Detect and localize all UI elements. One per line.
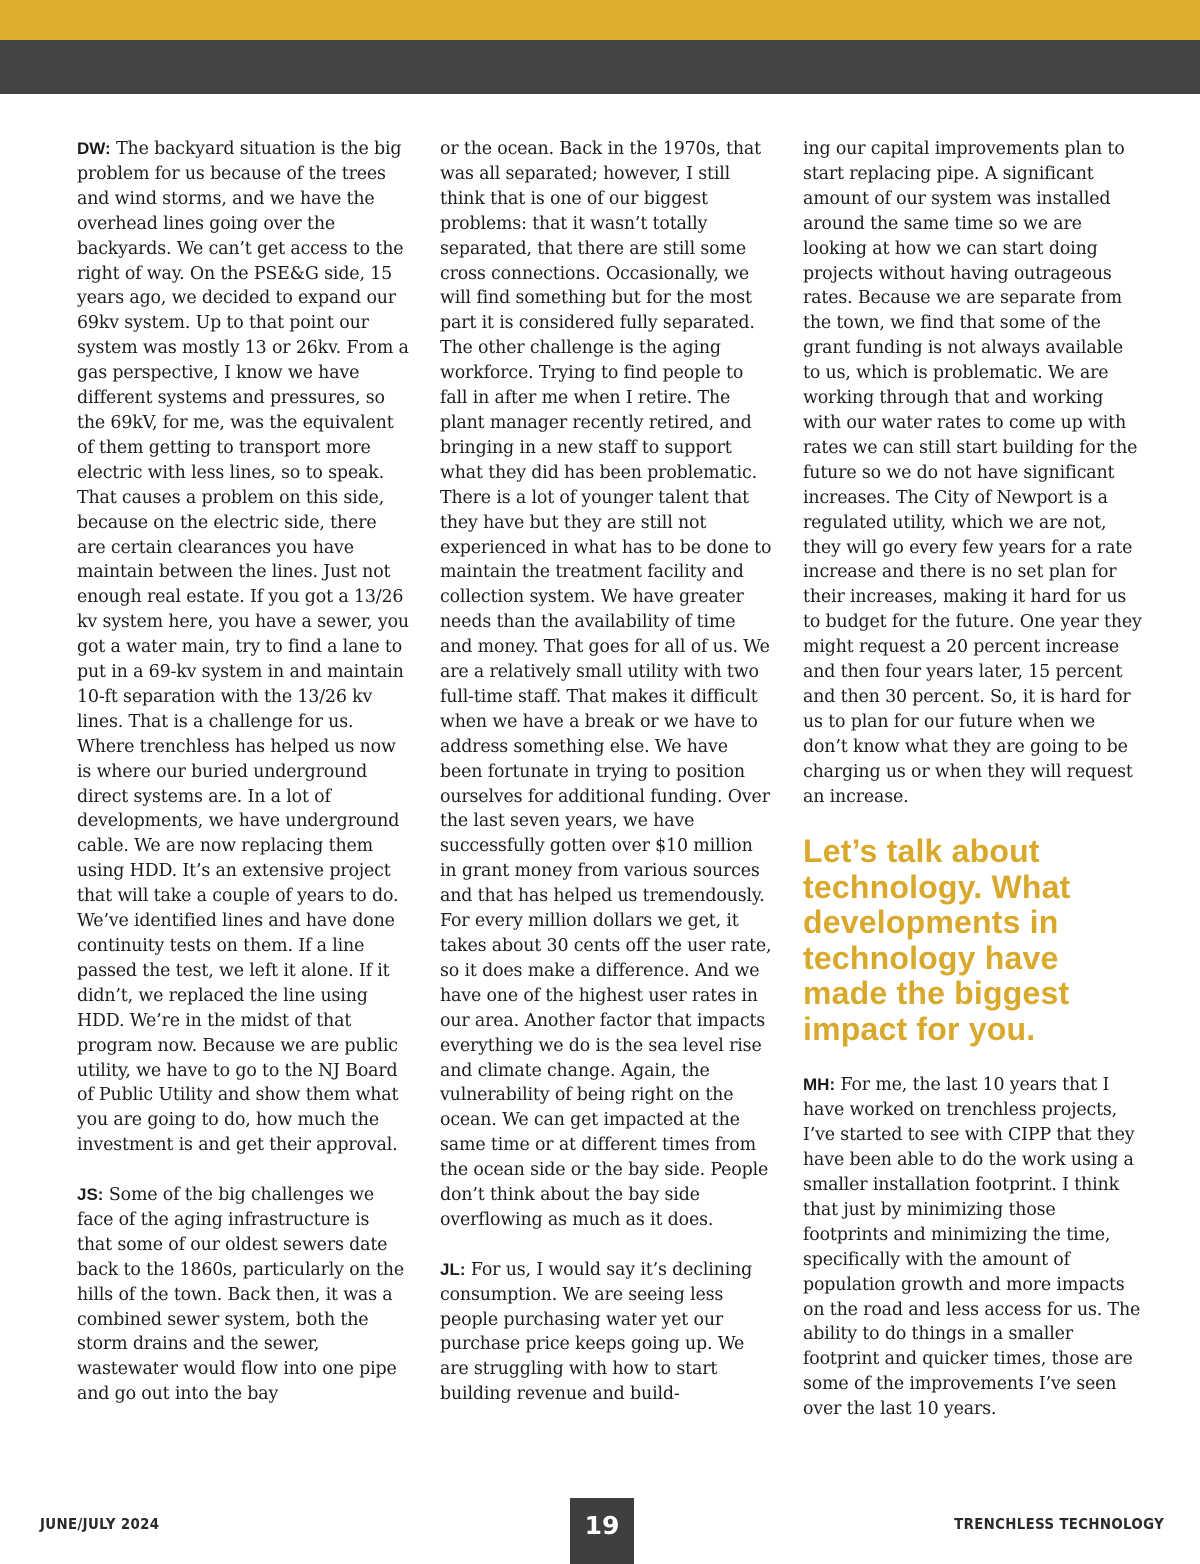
- speaker-label: MH:: [803, 1075, 836, 1095]
- paragraph-text: For me, the last 10 years that I have worked on trenchless projects, I’ve started to see with CIPP that they have been able to do the work using a smaller installation footprint. I think that just by minimizing those footprints and minimizing the time, specifically with the amount of population growth and more impacts on the road and less access for us. The ability to do things in a smaller footprint and quicker times, those are some of the improvements I’ve seen over the last 10 years.: [803, 1075, 1141, 1420]
- header-accent-bar: [0, 0, 1200, 40]
- paragraph-text: or the ocean. Back in the 1970s, that was all separated; however, I still think that is one of our biggest problems: that it wasn’t totally separated, that there are still some cross connections. Occasionally, we will find something but for the most part it is considered fully separated. The other challenge is the aging workforce. Trying to find people to fall in after me when I retire. The plant manager recently retired, and bringing in a new staff to support what they did has been problematic. There is a lot of younger talent that they have but they are still not experienced in what has to be done to maintain the treatment facility and collection system. We have greater needs than the availability of time and money. That goes for all of us. We are a relatively small utility with two full-time staff. That makes it difficult when we have a break or we have to address something else. We have been fortunate in trying to position ourselves for additional funding. Over the last seven years, we have successfully gotten over $10 million in grant money from various sources and that has helped us tremendously. For every million dollars we get, it takes about 30 cents off the user rate, so it does make a difference. And we have one of the highest user rates in our area. Another factor that impacts everything we do is the sea level rise and climate change. Again, the vulnerability of being right on the ocean. We can get impacted at the same time or at different times from the ocean side or the bay side. People don’t think about the bay side overflowing as much as it does.: [440, 139, 772, 1230]
- paragraph-continued: [440, 137, 772, 1233]
- paragraph-js: [77, 1183, 409, 1407]
- footer-publication-name: TRENCHLESS TECHNOLOGY: [954, 1515, 1164, 1533]
- footer-issue-date: JUNE/JULY 2024: [40, 1515, 160, 1533]
- paragraph-text: Some of the big challenges we face of the aging infrastructure is that some of our oldest sewers date back to the 1860s, particularly on the hills of the town. Back then, it was a combined sewer system, both the storm drains and the sewer, wastewater would flow into one pipe and go out into the bay: [77, 1185, 404, 1405]
- paragraph-jl: [440, 1258, 772, 1407]
- paragraph-text: The backyard situation is the big problem for us because of the trees and wind storms, and we have the overhead lines going over the backyards. We can’t get access to the right of way. On the PSE&G side, 15 years ago, we decided to expand our 69kv system. Up to that point our system was mostly 13 or 26kv. From a gas perspective, I know we have different systems and pressures, so the 69kV, for me, was the equivalent of them getting to transport more electric with less lines, so to speak. That causes a problem on this side, because on the electric side, there are certain clearances you have maintain between the lines. Just not enough real estate. If you got a 13/26 kv system here, you have a sewer, you got a water main, try to find a lane to put in a 69-kv system in and maintain 10-ft separation with the 13/26 kv lines. That is a challenge for us. Where trenchless has helped us now is where our buried underground direct systems are. In a lot of developments, we have underground cable. We are now replacing them using HDD. It’s an extensive project that will take a couple of years to do. We’ve identified lines and have done continuity tests on them. If a line passed the test, we left it alone. If it didn’t, we replaced the line using HDD. We’re in the midst of that program now. Because we are public utility, we have to go to the NJ Board of Public Utility and show them what you are going to do, how much the investment is and get their approval.: [77, 139, 409, 1156]
- speaker-label: DW:: [77, 139, 111, 158]
- speaker-label: JS:: [77, 1185, 104, 1205]
- paragraph-continued: [803, 137, 1143, 809]
- paragraph-text: ing our capital improvements plan to start replacing pipe. A significant amount of our system was installed around the same time so we are looking at how we can start doing projects without having outrageous rates. Because we are separate from the town, we find that some of the grant funding is not always available to us, which is problematic. We are working through that and working with our water rates to come up with rates we can still start building for the future so we do not have significant increases. The City of Newport is a regulated utility, which we are not, they will go every few years for a rate increase and there is no set plan for their increases, making it hard for us to budget for the future. One year they might request a 20 percent increase and then four years later, 15 percent and then 30 percent. So, it is hard for us to plan for our future when we don’t know what they are going to be charging us or when they will request an increase.: [803, 139, 1142, 807]
- paragraph-text: For us, I would say it’s declining consumption. We are seeing less people purchasing water yet our purchase price keeps going up. We are struggling with how to start building revenue and build-: [440, 1259, 753, 1405]
- article-column-1: [77, 137, 409, 1407]
- paragraph-dw: [77, 137, 409, 1158]
- interview-question: Let’s talk about technology. What developments in technology have made the biggest impact for you.: [803, 833, 1071, 1047]
- speaker-label: JL:: [440, 1259, 466, 1279]
- article-column-3: [803, 137, 1143, 1422]
- header-bar: [0, 40, 1200, 94]
- article-column-2: [440, 137, 772, 1407]
- page-number: 19: [570, 1498, 634, 1564]
- paragraph-mh: [803, 1073, 1143, 1422]
